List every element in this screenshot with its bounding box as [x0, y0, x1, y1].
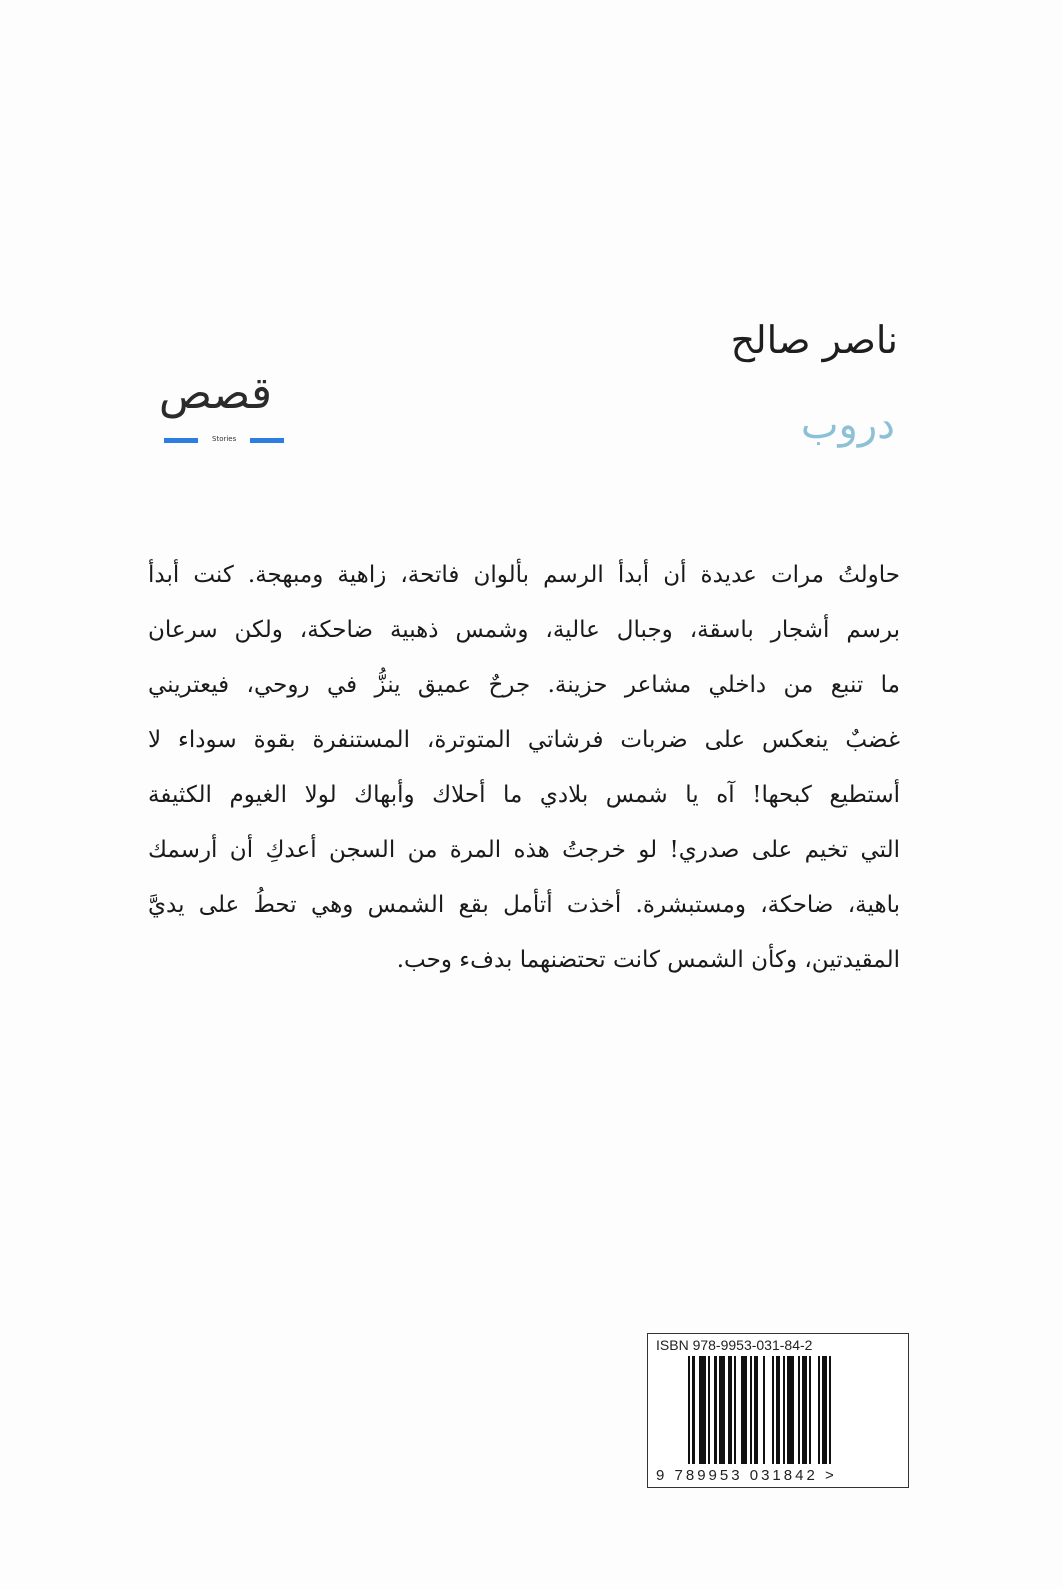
barcode-bar — [829, 1356, 831, 1464]
isbn-label: ISBN 978-9953-031-84-2 — [656, 1337, 813, 1353]
barcode-bar — [776, 1356, 780, 1464]
barcode-bar — [734, 1356, 736, 1464]
barcode-bar — [719, 1356, 726, 1464]
blurb-line: حاولتُ مرات عديدة أن أبدأ الرسم بألوان فاتحة، زاهية ومبهجة. كنت أبدأ — [148, 562, 900, 588]
barcode-bar — [741, 1356, 748, 1464]
barcode-bar — [750, 1356, 752, 1464]
barcode-bar — [802, 1356, 806, 1464]
book-title: دروب — [800, 402, 895, 448]
logo-accent-bar — [164, 438, 198, 443]
barcode-bar — [787, 1356, 794, 1464]
barcode-bar — [708, 1356, 710, 1464]
blurb-line: باهية، ضاحكة، ومستبشرة. أخذت أتأمل بقع الشمس وهي تحطُ على يديَّ — [148, 892, 900, 918]
barcode-bar — [772, 1356, 774, 1464]
author-name: ناصر صالح — [730, 318, 898, 362]
blurb-line: غضبٌ ينعكس على ضربات فرشاتي المتوترة، المستنفرة بقوة سوداء لا — [148, 727, 900, 753]
publisher-logo — [160, 368, 290, 450]
barcode-digits: 9 789953 031842 > — [656, 1467, 837, 1484]
barcode-bar — [809, 1356, 811, 1464]
barcode-bar — [763, 1356, 765, 1464]
barcode-bar — [692, 1356, 694, 1464]
logo-accent-bar — [250, 438, 284, 443]
barcode-bar — [783, 1356, 785, 1464]
barcode-bar — [798, 1356, 800, 1464]
blurb-line: ما تنبع من داخلي مشاعر حزينة. جرحٌ عميق ينزُّ في روحي، فيعتريني — [148, 672, 900, 698]
isbn-barcode — [647, 1333, 909, 1488]
publisher-logo-subtitle: Stories — [212, 435, 237, 443]
blurb-line: أستطيع كبحها! آه يا شمس بلادي ما أحلاك وأبهاك لولا الغيوم الكثيفة — [148, 782, 900, 808]
blurb-line: المقيدتين، وكأن الشمس كانت تحتضنهما بدفء وحب. — [396, 947, 900, 973]
barcode-bar — [818, 1356, 820, 1464]
barcode-bar — [688, 1356, 690, 1464]
barcode-bar — [699, 1356, 706, 1464]
barcode-bar — [754, 1356, 758, 1464]
blurb-line: التي تخيم على صدري! لو خرجتُ هذه المرة من السجن أعدكِ أن أرسمك — [148, 837, 900, 863]
barcode-bar — [822, 1356, 826, 1464]
barcode-bar — [714, 1356, 716, 1464]
blurb — [148, 548, 900, 988]
barcode-bars — [688, 1356, 888, 1474]
barcode-bar — [728, 1356, 732, 1464]
publisher-logo-mark: قصص — [158, 368, 272, 419]
blurb-line: برسم أشجار باسقة، وجبال عالية، وشمس ذهبية ضاحكة، ولكن سرعان — [148, 617, 900, 643]
